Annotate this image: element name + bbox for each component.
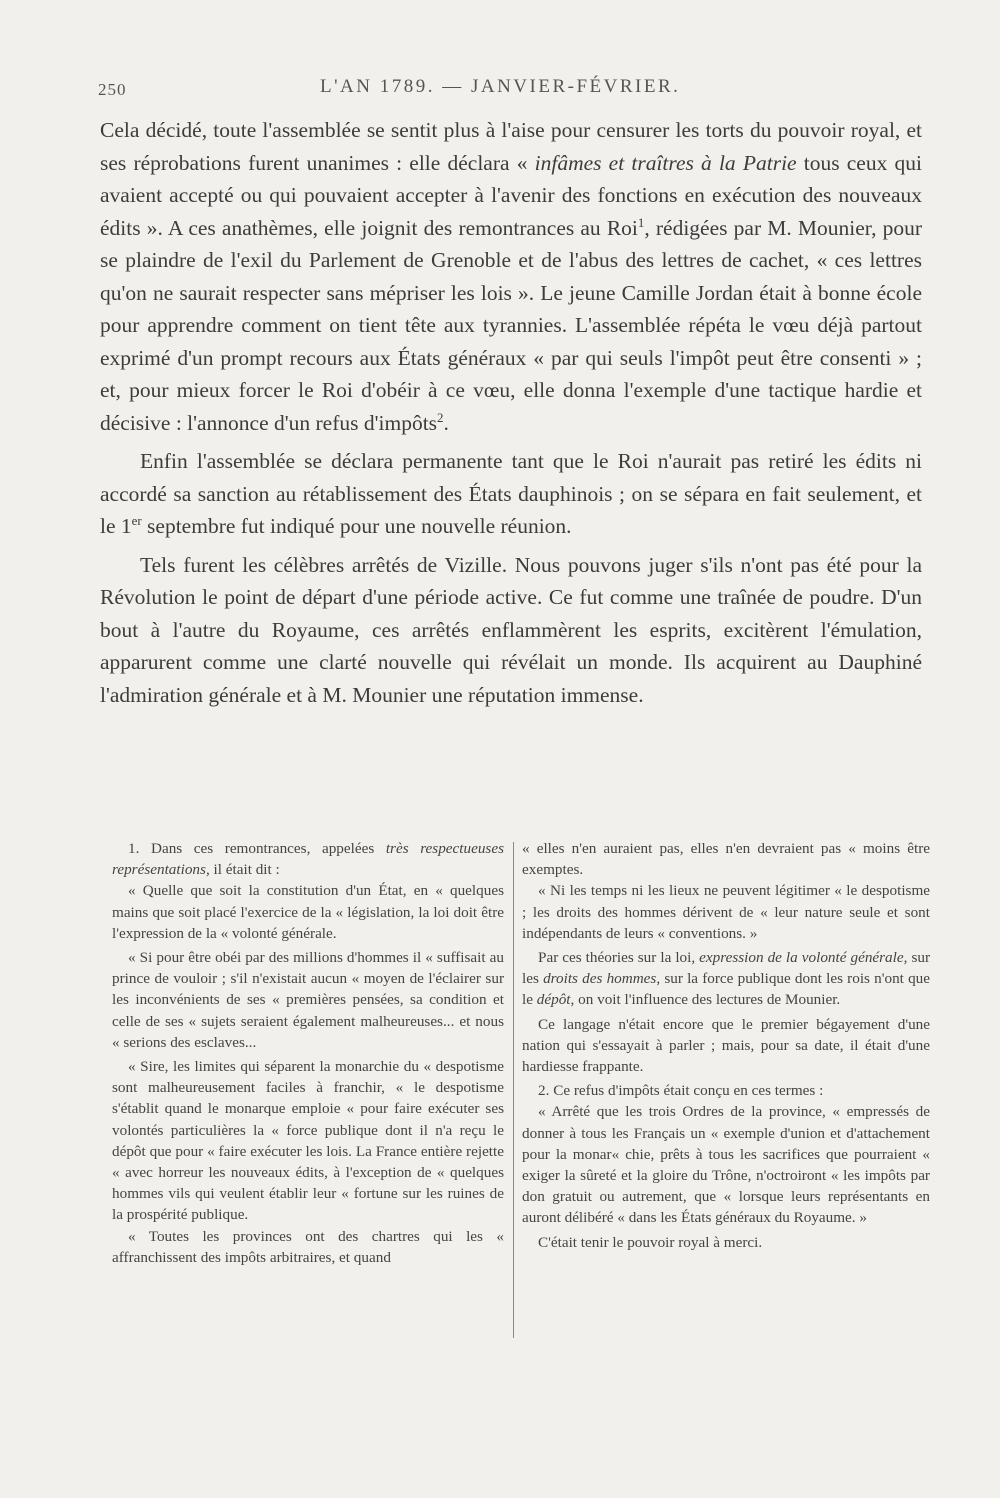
p1-text-e: . <box>443 410 449 435</box>
footnote-1-quote-2: « Si pour être obéi par des millions d'hommes il « suffisait au prince de vouloir ; s'il n'existait aucun « moyen de l'éclairer sur les inconvénients de ses « premières pensées, sa condition et celle de ses « sujets seraient également malheureuses... et nous « serions des esclaves... <box>112 949 504 1051</box>
footnote-1-continuation: « elles n'en auraient pas, elles n'en devraient pas « moins être exemptes. <box>522 840 930 879</box>
footnote-2-quote: « Arrêté que les trois Ordres de la province, « empressés de donner à tous les Français un « exemple d'union et d'attachement pour la monar« chie, prêts à tous les sacrifices que pourraient « exiger la sûreté et la gloire du Trône, n'octroiront « les impôts par don gratuit ou autrement, que « lorsque leurs représentants en auront délibéré « dans les États généraux du Royaume. » <box>522 1103 930 1227</box>
c3-italic-b: expression de la volonté générale <box>699 949 904 967</box>
footnote-2-intro: 2. Ce refus d'impôts était conçu en ces termes : <box>538 1082 824 1100</box>
p2-text-a: Enfin l'assemblée se déclara permanente tant que le Roi n'aurait pas retiré les édits ni accordé sa sanction au rétablissement des États dauphinois ; on se sépara en fait seulement, et le 1 <box>100 449 922 538</box>
footnotes-left-column <box>112 838 504 1268</box>
c3-text-e: , sur la force publique dont les rois n'ont que le <box>522 970 930 1009</box>
footnote-1-quote-4: « Toutes les provinces ont des chartres qui les « affranchissent des impôts arbitraires, et quand <box>112 1227 504 1266</box>
main-text <box>100 114 922 711</box>
c3-italic-f: dépôt <box>536 991 571 1009</box>
footnote-1-quote-1: « Quelle que soit la constitution d'un État, en « quelques mains que soit placé l'exercice de la « législation, la loi doit être l'expression de la « volonté générale. <box>112 882 504 942</box>
p2-text-b: septembre fut indiqué pour une nouvelle réunion. <box>141 514 572 538</box>
footnote-1-remark: Ce langage n'était encore que le premier bégayement d'une nation qui s'essayait à parler ; mais, pour sa date, il était d'une hardiesse frappante. <box>522 1015 930 1076</box>
footnotes-right-column <box>522 838 930 1253</box>
column-divider <box>513 842 514 1338</box>
p1-text-c: tous ceux qui avaient accepté ou qui pouvaient accepter à l'avenir des fonctions en exécution des nouveaux édits ». A ces anathèmes, elle joignit des remontrances au Roi <box>100 150 922 240</box>
p1-text-d: , rédigées par M. Mounier, pour se plaindre de l'exil du Parlement de Grenoble et de l'abus des lettres de cachet, « ces lettres qu'on ne saurait respecter sans mépriser les lois ». Le jeune Camille Jordan était à bonne école pour apprendre comment on tient tête aux tyrannies. L'assemblée répéta le vœu déjà partout exprimé d'un prompt recours aux États généraux « par qui seuls l'impôt peut être consenti » ; et, pour mieux forcer le Roi d'obéir à ce vœu, elle donna l'exemple d'une tactique hardie et décisive : l'annonce d'un refus d'impôts <box>100 215 922 435</box>
fn1-italic: très respectueuses représentations <box>112 840 504 879</box>
p1-text-a: Cela décidé, toute l'assemblée se sentit plus à l'aise pour censurer les torts du pouvoir royal, et ses réprobations furent unanimes : elle déclara « <box>100 118 922 175</box>
c3-text-c: , sur les <box>522 949 931 988</box>
footnote-ref-2: 2 <box>437 410 444 425</box>
footnote-1-quote-5: « Ni les temps ni les lieux ne peuvent légitimer « le despotisme ; les droits des hommes dérivent de « leur nature seule et sont indépendants de leurs « conventions. » <box>522 882 930 942</box>
paragraph-1 <box>100 114 922 439</box>
page-number: 250 <box>98 80 127 99</box>
p1-italic: infâmes et traîtres à la Patrie <box>534 150 797 175</box>
footnote-1-quote-3: « Sire, les limites qui séparent la monarchie du « despotisme sont malheureusement faciles à franchir, « le despotisme s'établit quand le monarque emploie « pour faire exécuter ses volontés particulières la « force publique dont il n'a reçu le dépôt que pour « faire exécuter les lois. La France entière rejette « avec horreur les nouveaux édits, à l'exception de « quelques hommes vils qui veulent établir leur « fortune sur les ruines de la prospérité publique. <box>112 1058 504 1224</box>
fn1-text-a: 1. Dans ces remontrances, appelées <box>128 840 386 857</box>
c3-text-g: , on voit l'influence des lectures de Mounier. <box>570 991 841 1009</box>
fn1-text-c: , il était dit : <box>205 861 280 879</box>
p2-superscript: er <box>131 513 142 528</box>
footnote-ref-1: 1 <box>637 215 645 230</box>
c3-italic-d: droits des hommes <box>543 970 657 988</box>
footnote-2-closing: C'était tenir le pouvoir royal à merci. <box>538 1233 763 1251</box>
paragraph-2 <box>100 445 922 543</box>
footnote-1-commentary <box>522 947 930 1011</box>
paragraph-3: Tels furent les célèbres arrêtés de Vizille. Nous pouvons juger s'ils n'ont pas été pour la Révolution le point de départ d'une période active. Ce fut comme une traînée de poudre. D'un bout à l'autre du Royaume, ces arrêtés enflammèrent les esprits, excitèrent l'émulation, apparurent comme une clarté nouvelle qui révélait un monde. Ils acquirent au Dauphiné l'admiration générale et à M. Mounier une réputation immense. <box>100 552 922 707</box>
c3-text-a: Par ces théories sur la loi, <box>538 949 700 967</box>
running-head: L'AN 1789. — JANVIER-FÉVRIER. <box>320 76 681 97</box>
footnote-1-intro <box>112 838 504 880</box>
